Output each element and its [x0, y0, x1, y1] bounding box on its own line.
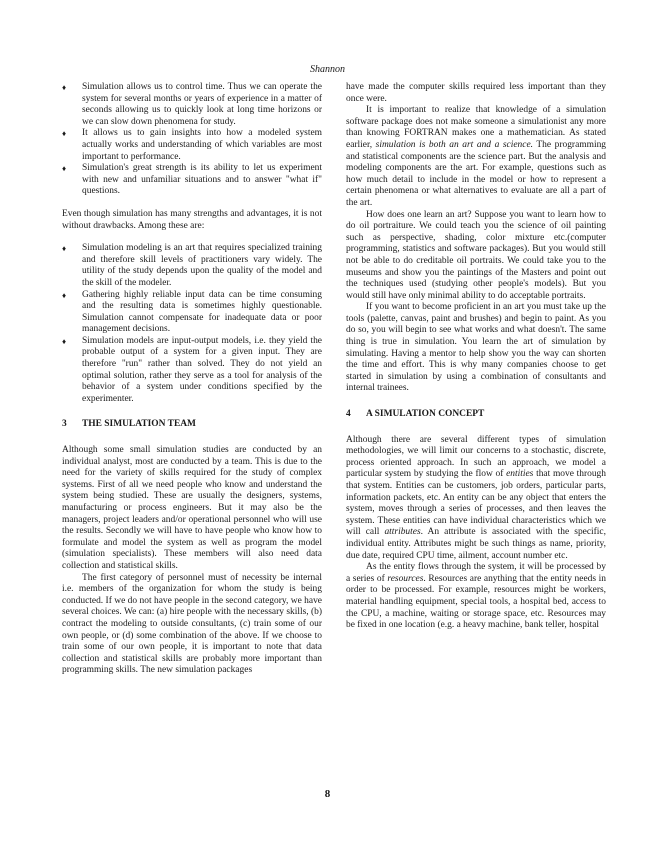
emphasis: resources — [387, 573, 424, 584]
section-heading-3 — [62, 419, 322, 431]
advantages-list — [62, 82, 322, 198]
paragraph: As the entity flows through the system, it will be processed by a series of resources. Resources are anything that the entity needs in order to be processed. For example, resources might be workers, material handling equipment, special tools, a hospital bed, access to the CPU, a machine, waiting or storage space, etc. Resources may be fixed in one location (e.g. a heavy machine, bank teller, hospital — [346, 562, 606, 631]
paragraph: If you want to become proficient in an art you must take up the tools (palette, canvas, paint and brushes) and begin to paint. As you do so, you will begin to see what works and what doesn't. The same thing is true in simulation. You learn the art of simulation by simulating. Having a mentor to help show you the way can shorten the time and effort. This is why many companies choose to get started in simulation by using a combination of consultants and internal trainees. — [346, 302, 606, 394]
emphasis: attributes — [384, 527, 421, 538]
paragraph: It is important to realize that knowledge of a simulation software package does not make someone a simulationist any more than knowing FORTRAN makes one a mathematician. As stated earlier, simulation is both an art and a science. The programming and statistical components are the science part. But the analysis and modeling components are the art. For example, questions such as how much detail to include in the model or how to represent a certain phenomena or what alternatives to evaluate are all a part of the art. — [346, 105, 607, 208]
drawbacks-list — [62, 243, 322, 405]
emphasis: simulation is both an art and a science. — [375, 139, 533, 150]
paragraph: have made the computer skills required less important than they once were. — [346, 82, 606, 104]
section-title: A SIMULATION CONCEPT — [366, 409, 485, 420]
page-number: 8 — [324, 788, 331, 800]
emphasis: entities — [506, 469, 534, 480]
running-header: Shannon — [310, 64, 345, 75]
list-item: ♦ Simulation allows us to control time. Thus we can operate the system for several months or years of experience in a matter of seconds allowing us to quickly look at long time horizons or we can slow down phenomena for study. — [62, 82, 322, 128]
paragraph: The first category of personnel must of necessity be internal i.e. members of the organization for whom the study is being conducted. If we do not have people in the second category, we have several choices. We can: (a) hire people with the necessary skills, (b) contract the modeling to outside consultants, (c) train some of our own people, or (d) some combination of the above. If we choose to train some of our own people, it is important to note that data collection and statistical skills are probably more important than programming skills. The new simulation packages — [62, 572, 322, 676]
list-item: ♦ Simulation's great strength is its ability to let us experiment with new and unfamiliar situations and to answer "what if" questions. — [62, 163, 322, 198]
section-heading-4 — [346, 409, 606, 421]
list-item: ♦ Simulation modeling is an art that requires specialized training and therefore skill levels of practitioners vary widely. The utility of the study depends upon the quality of the model and the skill of the modeler. — [62, 243, 322, 289]
right-column — [346, 82, 606, 632]
list-item: ♦ Simulation models are input-output models, i.e. they yield the probable output of a system for a given input. They are therefore "run" rather than solved. They do not yield an optimal solution, rather they serve as a tool for analysis of the behavior of a system under conditions specified by the experimenter. — [62, 336, 322, 406]
left-column — [62, 82, 322, 677]
list-item: ♦ It allows us to gain insights into how a modeled system actually works and understanding of which variables are most important to performance. — [62, 128, 322, 163]
paragraph: Although there are several different types of simulation methodologies, we will limit our concerns to a stochastic, discrete, process oriented approach. In such an approach, we model a particular system by studying the flow of entities that move through that system. Entities can be customers, job orders, particular parts, information packets, etc. An entity can be any object that enters the system, moves through a series of processes, and then leaves the system. These entities can have individual characteristics which we will call attributes. An attribute is associated with the specific, individual entity. Attributes might be such things as name, priority, due date, required CPU time, ailment, account number etc. — [346, 434, 606, 561]
section-number: 4 — [346, 409, 351, 420]
list-item: ♦ Gathering highly reliable input data can be time consuming and the resulting data is sometimes highly questionable. Simulation cannot compensate for inadequate data or poor management decisions. — [62, 290, 322, 336]
paragraph: How does one learn an art? Suppose you want to learn how to do oil portraiture. We could teach you the science of oil painting such as perspective, shading, color mixture etc.(computer programming, statistics and software packages). But you would still not be able to do creditable oil portraits. We could take you to the museums and show you the paintings of the Masters and point out the techniques used (studying other people's models). But you would still have only minimal ability to do acceptable portraits. — [346, 209, 606, 301]
section-number: 3 — [62, 419, 67, 430]
section-title: THE SIMULATION TEAM — [82, 419, 196, 430]
paragraph: Although some small simulation studies are conducted by an individual analyst, most are conducted by a team. This is due to the need for the variety of skills required for the study of complex systems. First of all we need people who know and understand the system being studied. These are usually the designers, systems, manufacturing or process engineers. But it may also be the managers, project leaders and/or operational personnel who will use the results. Secondly we will have to have people who know how to formulate and model the system as well as program the model (simulation specialists). These members will also need data collection and statistical skills. — [62, 445, 322, 571]
drawbacks-intro: Even though simulation has many strengths and advantages, it is not without drawbacks. Among these are: — [62, 208, 322, 231]
